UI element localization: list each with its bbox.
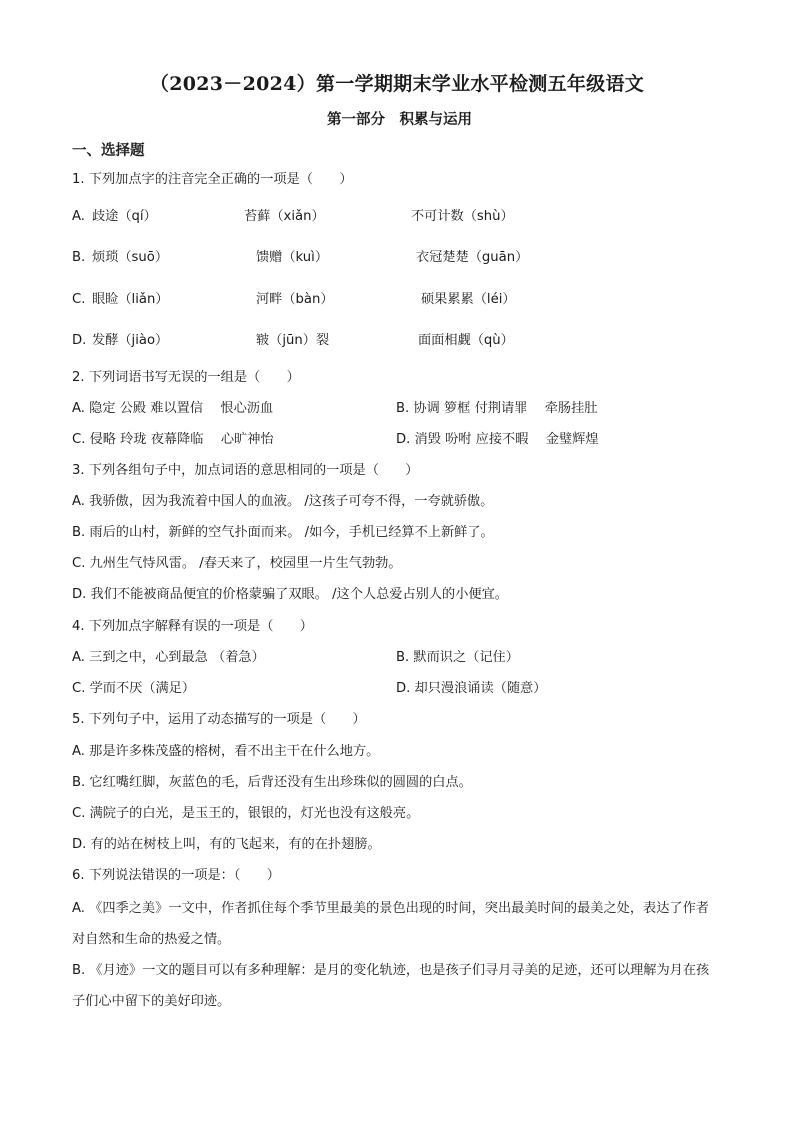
q6-option-b: B. 《月迹》一文的题目可以有多种理解：是月的变化轨迹，也是孩子们寻月寻美的足迹，还可以理解为月在孩子们心中留下的美好印迹。: [72, 963, 710, 1009]
q1-option-c-item2: 河畔（bàn）: [256, 292, 334, 307]
q5-option-d: D. 有的站在树枝上叫，有的飞起来，有的在扑翅膀。: [72, 837, 381, 852]
question-5-stem: 5. 下列句子中，运用了动态描写的一项是（ ）: [72, 712, 366, 727]
q3-option-a: A. 我骄傲，因为我流着中国人的血液。 /这孩子可夸不得，一夸就骄傲。: [72, 494, 494, 509]
part-heading: 第一部分 积累与运用: [327, 111, 472, 128]
q5-option-b: B. 它红嘴红脚，灰蓝色的毛，后背还没有生出珍珠似的圆圆的白点。: [72, 775, 472, 790]
q6-option-a: A. 《四季之美》一文中，作者抓住每个季节里最美的景色出现的时间，突出最美时间的最美之处，表达了作者对自然和生命的热爱之情。: [72, 901, 709, 947]
q3-option-b: B. 雨后的山村，新鲜的空气扑面而来。 /如今，手机已经算不上新鲜了。: [72, 525, 494, 540]
q3-option-d: D. 我们不能被商品便宜的价格蒙骗了双眼。 /这个人总爱占别人的小便宜。: [72, 587, 508, 602]
question-6-stem: 6. 下列说法错误的一项是：（ ）: [72, 868, 280, 883]
question-1-stem: 1. 下列加点字的注音完全正确的一项是（ ）: [72, 172, 353, 187]
q4-option-b: B. 默而识之（记住）: [396, 650, 519, 665]
q1-option-c-item1: 眼睑（liǎn）: [92, 292, 169, 307]
q1-option-b-item3: 衣冠楚楚（guān）: [416, 250, 529, 265]
q5-option-a: A. 那是许多株茂盛的榕树，看不出主干在什么地方。: [72, 744, 380, 759]
question-3-stem: 3. 下列各组句子中，加点词语的意思相同的一项是（ ）: [72, 463, 419, 478]
q1-option-a-label: A.: [72, 209, 85, 224]
section-heading: 一、选择题: [72, 142, 145, 159]
q2-option-c: C. 侵略 玲珑 夜幕降临 心旷神怡: [72, 432, 274, 447]
q1-option-d-item1: 发酵（jiào）: [92, 333, 169, 348]
q2-option-a: A. 隐定 公殿 难以置信 恨心沥血: [72, 401, 274, 416]
q4-option-a: A. 三到之中，心到最急 （着急）: [72, 650, 265, 665]
q1-option-d-label: D.: [72, 333, 87, 348]
q4-option-c: C. 学而不厌（满足）: [72, 681, 196, 696]
q1-option-d-item3: 面面相觑（qù）: [418, 333, 514, 348]
q4-option-d: D. 却只漫浪诵读（随意）: [396, 681, 547, 696]
question-2-stem: 2. 下列词语书写无误的一组是（ ）: [72, 370, 300, 385]
q1-option-c-label: C.: [72, 292, 86, 307]
q2-option-d: D. 消毁 吩咐 应接不暇 金璧辉煌: [396, 432, 599, 447]
q1-option-c-item3: 硕果累累（léi）: [421, 292, 516, 307]
q1-option-b-item1: 烦琐（suō）: [92, 250, 169, 265]
q1-option-a-item1: 歧途（qí）: [92, 209, 157, 224]
q1-option-a-item3: 不可计数（shù）: [411, 209, 514, 224]
q1-option-b-label: B.: [72, 250, 86, 265]
q1-option-a-item2: 苔藓（xiǎn）: [244, 209, 325, 224]
question-4-stem: 4. 下列加点字解释有误的一项是（ ）: [72, 619, 313, 634]
q5-option-c: C. 满院子的白光，是玉王的，银银的，灯光也没有这般亮。: [72, 806, 420, 821]
page-title: （2023－2024）第一学期期末学业水平检测五年级语文: [149, 73, 645, 95]
q2-option-b: B. 协调 箩框 付荆请罪 牵肠挂肚: [396, 401, 598, 416]
q1-option-d-item2: 皲（jūn）裂: [256, 333, 330, 348]
q1-option-b-item2: 馈赠（kuì）: [256, 250, 329, 265]
q3-option-c: C. 九州生气恃风雷。 /春天来了，校园里一片生气勃勃。: [72, 556, 402, 571]
